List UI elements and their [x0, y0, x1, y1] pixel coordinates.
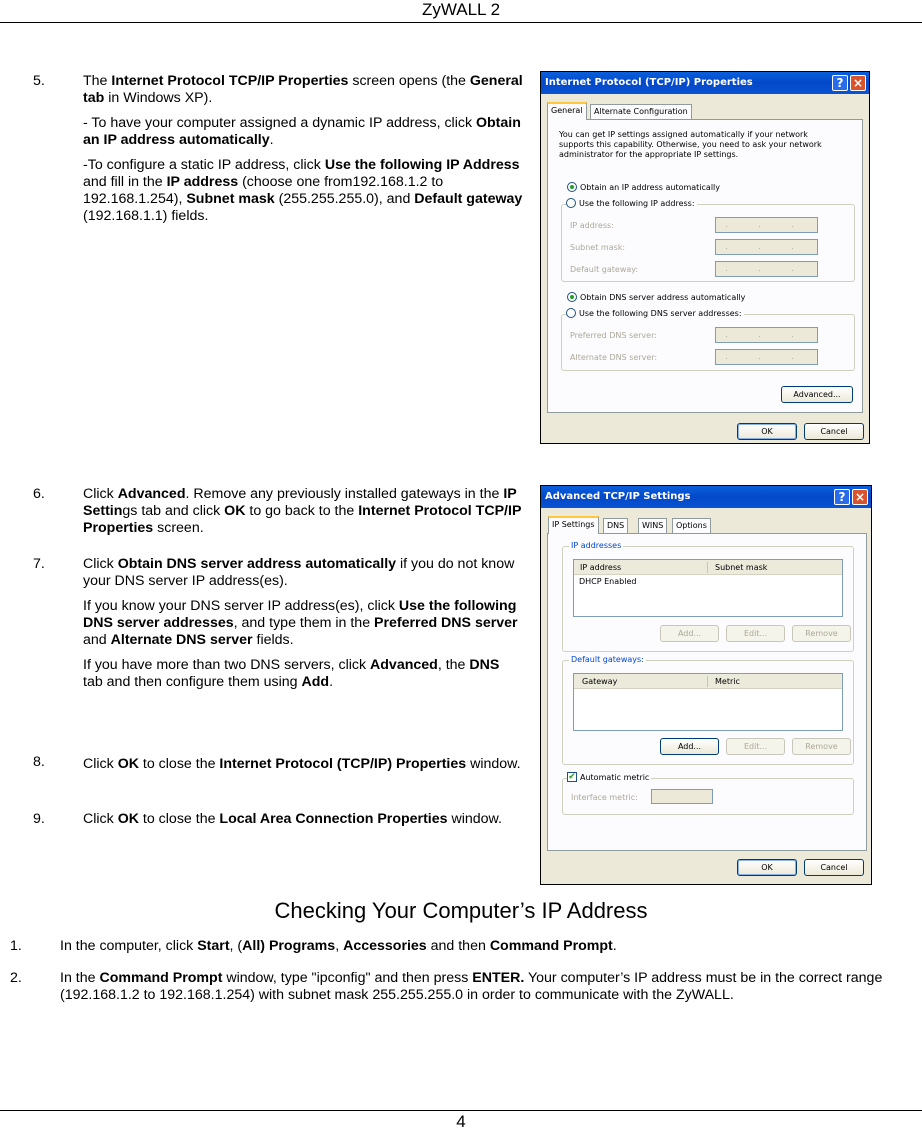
radio-selected-icon [567, 292, 577, 302]
alternate-dns-input[interactable]: . . . [715, 349, 818, 365]
help-icon[interactable]: ? [832, 75, 848, 91]
tab-options[interactable]: Options [672, 518, 711, 533]
ip-addresses-legend: IP addresses [571, 541, 622, 550]
help-icon[interactable]: ? [834, 489, 850, 505]
radio-use-following-dns[interactable]: Use the following DNS server addresses: [566, 308, 744, 318]
default-gateway-input[interactable]: . . . [715, 261, 818, 277]
default-gateways-group [562, 655, 854, 765]
page-number: 4 [456, 1112, 466, 1131]
edit-ip-button[interactable]: Edit... [726, 625, 785, 642]
page-header [0, 0, 922, 23]
preferred-dns-label: Preferred DNS server: [570, 331, 657, 340]
radio-use-following-ip[interactable]: Use the following IP address: [566, 198, 697, 208]
step-number: 2. [10, 970, 22, 986]
default-gateways-legend: Default gateways: [571, 655, 644, 664]
section-title: Checking Your Computer’s IP Address [274, 898, 648, 923]
ip-addresses-group [562, 541, 854, 652]
add-ip-button[interactable]: Add... [660, 625, 719, 642]
add-gateway-button[interactable]: Add... [660, 738, 719, 755]
ip-address-list[interactable] [573, 559, 843, 617]
interface-metric-label: Interface metric: [571, 793, 638, 802]
advanced-button[interactable]: Advanced... [781, 386, 853, 403]
check-step-1-text: In the computer, click Start, (All) Programs, Accessories and then Command Prompt. [60, 938, 617, 954]
tab-dns[interactable]: DNS [603, 518, 628, 533]
step-number: 9. [33, 811, 45, 827]
step-7-manual-dns: If you know your DNS server IP address(es), click Use the following DNS server addresses, and type them in the Preferred DNS server and Alternate DNS server fields. [83, 598, 518, 648]
step-5-dynamic: - To have your computer assigned a dynamic IP address, click Obtain an IP address automatically. [83, 115, 521, 148]
subnet-mask-label: Subnet mask: [570, 243, 626, 252]
step-5-static: -To configure a static IP address, click Use the following IP Address and fill in the IP address (choose one from192.168.1.2 to 192.168.1.254), Subnet mask (255.255.255.0), and Default gateway (192.168.1.1) fields. [83, 157, 523, 224]
remove-gateway-button[interactable]: Remove [792, 738, 851, 755]
step-7-more-dns: If you have more than two DNS servers, click Advanced, the DNS tab and then configure them using Add. [83, 657, 500, 690]
step-number: 5. [33, 73, 45, 89]
tab-ip-settings[interactable]: IP Settings [548, 516, 599, 534]
column-metric[interactable]: Metric [715, 677, 740, 686]
dialog-title: Advanced TCP/IP Settings [545, 491, 691, 502]
radio-obtain-ip-auto[interactable]: Obtain an IP address automatically [567, 182, 722, 192]
step-number: 7. [33, 556, 45, 572]
tcpip-properties-dialog [540, 71, 870, 444]
step-5-intro: The Internet Protocol TCP/IP Properties screen opens (the General tab in Windows XP). [83, 73, 523, 106]
column-ip-address[interactable]: IP address [580, 563, 622, 572]
cancel-button[interactable]: Cancel [804, 423, 864, 440]
static-ip-group [561, 198, 855, 282]
edit-gateway-button[interactable]: Edit... [726, 738, 785, 755]
dialog-title-bar[interactable] [541, 486, 871, 508]
radio-obtain-dns-auto[interactable]: Obtain DNS server address automatically [567, 292, 747, 302]
column-gateway[interactable]: Gateway [582, 677, 618, 686]
ok-button[interactable]: OK [737, 859, 797, 876]
checkmark-icon: ✔ [568, 772, 576, 782]
step-7-auto-dns: Click Obtain DNS server address automatically if you do not know your DNS server IP address(es). [83, 556, 515, 589]
dialog-description: You can get IP settings assigned automatically if your network supports this capability. Otherwise, you need to ask your network administrator for the appropriate IP settings. [559, 130, 822, 159]
list-header [574, 674, 842, 689]
step-number: 6. [33, 486, 45, 502]
general-tab-panel [547, 119, 863, 413]
cancel-button[interactable]: Cancel [804, 859, 864, 876]
page-footer [0, 1110, 922, 1134]
step-6-text: Click Advanced. Remove any previously installed gateways in the IP Settings tab and click OK to go back to the Internet Protocol TCP/IP Properties screen. [83, 486, 522, 536]
tab-alternate-configuration[interactable]: Alternate Configuration [590, 104, 692, 119]
close-icon[interactable]: × [852, 489, 868, 505]
close-icon[interactable]: × [850, 75, 866, 91]
radio-unselected-icon [566, 308, 576, 318]
ip-address-input[interactable]: . . . [715, 217, 818, 233]
list-item[interactable]: DHCP Enabled [579, 577, 637, 586]
default-gateway-label: Default gateway: [570, 265, 639, 274]
interface-metric-input[interactable] [651, 789, 713, 804]
radio-selected-icon [567, 182, 577, 192]
tab-general[interactable]: General [547, 102, 587, 120]
check-step-2-text: In the Command Prompt window, type "ipconfig" and then press ENTER. Your computer’s IP address must be in the correct range (192.168.1.2 to 192.168.1.254) with subnet mask 255.255.255.0 in order to communicate with the ZyWALL. [60, 970, 883, 1003]
ok-button[interactable]: OK [737, 423, 797, 440]
ip-address-label: IP address: [570, 221, 614, 230]
radio-unselected-icon [566, 198, 576, 208]
ip-settings-panel [547, 533, 867, 851]
dialog-title: Internet Protocol (TCP/IP) Properties [545, 77, 753, 88]
alternate-dns-label: Alternate DNS server: [570, 353, 658, 362]
list-header [574, 560, 842, 575]
tab-wins[interactable]: WINS [638, 518, 667, 533]
automatic-metric-group [562, 772, 854, 815]
dialog-title-bar[interactable] [541, 72, 869, 94]
step-number: 8. [33, 754, 45, 770]
step-8-text: Click OK to close the Internet Protocol (TCP/IP) Properties window. [83, 756, 521, 772]
column-subnet-mask[interactable]: Subnet mask [715, 563, 768, 572]
remove-ip-button[interactable]: Remove [792, 625, 851, 642]
subnet-mask-input[interactable]: . . . [715, 239, 818, 255]
header-title: ZyWALL 2 [421, 0, 501, 19]
static-dns-group [561, 308, 855, 371]
advanced-tcpip-dialog [540, 485, 872, 885]
automatic-metric-checkbox[interactable]: ✔ Automatic metric [568, 772, 650, 782]
step-number: 1. [10, 938, 22, 954]
step-9-text: Click OK to close the Local Area Connection Properties window. [83, 811, 502, 827]
preferred-dns-input[interactable]: . . . [715, 327, 818, 343]
gateway-list[interactable] [573, 673, 843, 731]
